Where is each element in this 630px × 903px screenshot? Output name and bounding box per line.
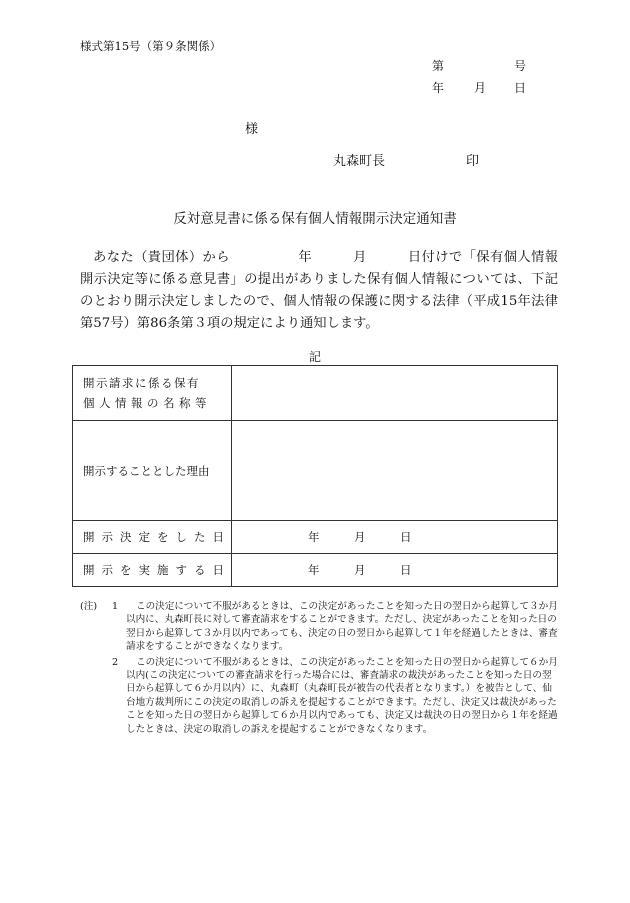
table-row bbox=[73, 554, 558, 587]
note-text: この決定について不服があるときは、この決定があったことを知った日の翌日から起算して６か月以内(この決定についての審査請求を行った場合には、審査請求の裁決があったことを知った日の翌日から起算して６か月以内）に、丸森町（丸森町長が被告の代表者となります。）を被告として、仙台地方裁判所にこの決定の取消しの訴えを提起することができます。ただし、決定又は裁決があったことを知った日の翌日から起算して６か月以内であっても、決定又は裁決の日の翌日から１年を経過したときは、決定の取消しの訴えを提起することができなくなります。 bbox=[126, 656, 558, 735]
implementation-date-label: 開示を実施する日 bbox=[73, 554, 232, 587]
detail-table bbox=[72, 365, 558, 587]
form-number: 様式第15号（第９条関係） bbox=[80, 39, 222, 53]
information-name-label-line1: 開示請求に係る保有 bbox=[83, 376, 200, 390]
implementation-day-label: 日 bbox=[400, 563, 412, 577]
issue-year-label: 年 bbox=[432, 81, 445, 95]
information-name-label-line2: 個人情報の名称等 bbox=[83, 396, 211, 410]
decision-date-label: 開示決定をした日 bbox=[73, 521, 232, 554]
information-name-label bbox=[73, 366, 232, 421]
notes-section bbox=[80, 600, 560, 736]
note-text: この決定について不服があるときは、この決定があったことを知った日の翌日から起算して３か月以内に、丸森町長に対して審査請求をすることができます。ただし、決定があったことを知った日の翌日から起算して３か月以内であっても、決定の日の翌日から起算して１年を経過したときは、審査請求をすることができなくなります。 bbox=[126, 601, 558, 653]
disclosure-reason-label: 開示することとした理由 bbox=[73, 421, 232, 521]
decision-year-label: 年 bbox=[308, 530, 320, 544]
addressee-honorific: 様 bbox=[245, 122, 259, 137]
body-paragraph: あなた（貴団体）から 年 月 日付けで「保有個人情報開示決定等に係る意見書」の提出がありました保有個人情報については、下記のとおり開示決定しましたので、個人情報の保護に関する法律（平成15年法律第57号）第86条第３項の規定により通知します。 bbox=[80, 250, 558, 331]
decision-day-label: 日 bbox=[400, 530, 412, 544]
table-row bbox=[73, 366, 558, 421]
issuer-name: 丸森町長 bbox=[333, 154, 386, 169]
issue-month-label: 月 bbox=[474, 81, 487, 95]
information-name-value bbox=[232, 366, 558, 421]
table-row bbox=[73, 521, 558, 554]
implementation-date-value bbox=[232, 554, 558, 587]
seal-mark: 印 bbox=[466, 154, 480, 169]
document-number-prefix: 第 bbox=[432, 59, 445, 73]
note-item bbox=[112, 600, 560, 654]
implementation-month-label: 月 bbox=[354, 563, 366, 577]
issue-day-label: 日 bbox=[514, 81, 527, 95]
ki-heading: 記 bbox=[308, 350, 321, 364]
note-number: 1 bbox=[112, 601, 119, 612]
note-item bbox=[112, 656, 560, 736]
document-number-suffix: 号 bbox=[514, 59, 527, 73]
document-title: 反対意見書に係る保有個人情報開示決定通知書 bbox=[173, 211, 457, 227]
table-row bbox=[73, 421, 558, 521]
decision-date-value bbox=[232, 521, 558, 554]
note-number: 2 bbox=[112, 656, 119, 668]
notes-head: (注) bbox=[80, 601, 98, 612]
disclosure-reason-value bbox=[232, 421, 558, 521]
decision-month-label: 月 bbox=[354, 530, 366, 544]
implementation-year-label: 年 bbox=[308, 563, 320, 577]
